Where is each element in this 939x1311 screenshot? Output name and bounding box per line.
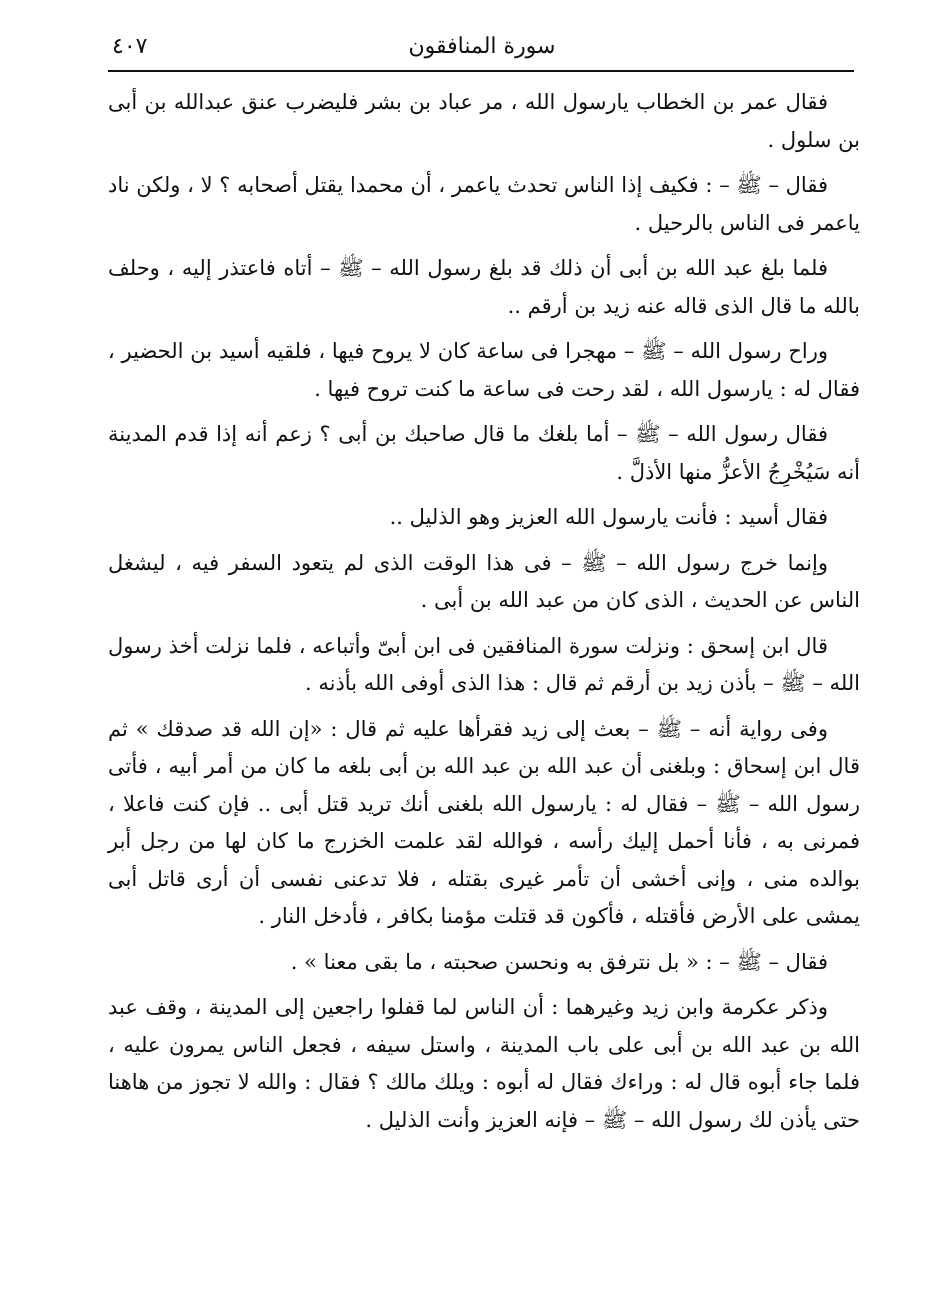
page-header [112, 28, 852, 68]
paragraph-8: قال ابن إسحق : ونزلت سورة المنافقين فى ابن أبىّ وأتباعه ، فلما نزلت أخذ رسول الله – ﷺ – بأذن زيد بن أرقم ثم قال : هذا الذى أوفى الله بأذنه . [108, 633, 860, 695]
paragraph-5: فقال رسول الله – ﷺ – أما بلغك ما قال صاحبك بن أبى ؟ زعم أنه إذا قدم المدينة أنه سَيُخْرِجُ الأعزُّ منها الأذلَّ . [108, 422, 860, 484]
paragraph-11: وذكر عكرمة وابن زيد وغيرهما : أن الناس لما قفلوا راجعين إلى المدينة ، وقف عبد الله بن عبد الله بن أبى على باب المدينة ، واستل سيفه ، فجعل الناس يمرون عليه ، فلما جاء أبوه قال له : وراءك فقال له أبوه : ويلك مالك ؟ فقال : والله لا تجوز من هاهنا حتى يأذن لك رسول الله – ﷺ – فإنه العزيز وأنت الذليل . [108, 995, 860, 1132]
paragraph-3: فلما بلغ عبد الله بن أبى أن ذلك قد بلغ رسول الله – ﷺ – أتاه فاعتذر إليه ، وحلف بالله ما قال الذى قاله عنه زيد بن أرقم .. [108, 256, 860, 318]
paragraph-7: وإنما خرج رسول الله – ﷺ – فى هذا الوقت الذى لم يتعود السفر فيه ، ليشغل الناس عن الحديث ، الذى كان من عبد الله بن أبى . [108, 550, 860, 612]
paragraph-1: فقال عمر بن الخطاب يارسول الله ، مر عباد بن بشر فليضرب عنق عبدالله بن أبى بن سلول . [108, 90, 860, 152]
paragraph-4: وراح رسول الله – ﷺ – مهجرا فى ساعة كان لا يروح فيها ، فلقيه أسيد بن الحضير ، فقال له : يارسول الله ، لقد رحت فى ساعة ما كنت تروح فيها . [108, 339, 860, 401]
header-divider [108, 70, 854, 72]
paragraph-10: فقال – ﷺ – : « بل نترفق به ونحسن صحبته ، ما بقى معنا » . [290, 949, 828, 974]
body-text [108, 84, 860, 1147]
page-number: ٤٠٧ [112, 34, 148, 59]
running-title: سورة المنافقون [408, 34, 556, 59]
paragraph-9: وفى رواية أنه – ﷺ – بعث إلى زيد فقرأها عليه ثم قال : «إن الله قد صدقك » ثم قال ابن إسحاق : وبلغنى أن عبد الله بن عبد الله بن أبى بلغه ما كان من أمر أبيه ، فأتى رسول الله – ﷺ – فقال له : يارسول الله بلغنى أنك تريد قتل أبى .. فإن كنت فاعلا ، فمرنى به ، فأنا أحمل إليك رأسه ، فوالله لقد علمت الخزرج ما كان لها من رجل أبر بوالده منى ، وإنى أخشى أن تأمر غيرى بقتله ، فلا تدعنى نفسى أن أرى قاتل أبى يمشى على الأرض فأقتله ، فأكون قد قتلت مؤمنا بكافر ، فأدخل النار . [108, 716, 860, 928]
paragraph-6: فقال أسيد : فأنت يارسول الله العزيز وهو الذليل .. [389, 505, 828, 529]
paragraph-2: فقال – ﷺ – : فكيف إذا الناس تحدث ياعمر ، أن محمدا يقتل أصحابه ؟ لا ، ولكن ناد ياعمر فى الناس بالرحيل . [108, 173, 860, 235]
